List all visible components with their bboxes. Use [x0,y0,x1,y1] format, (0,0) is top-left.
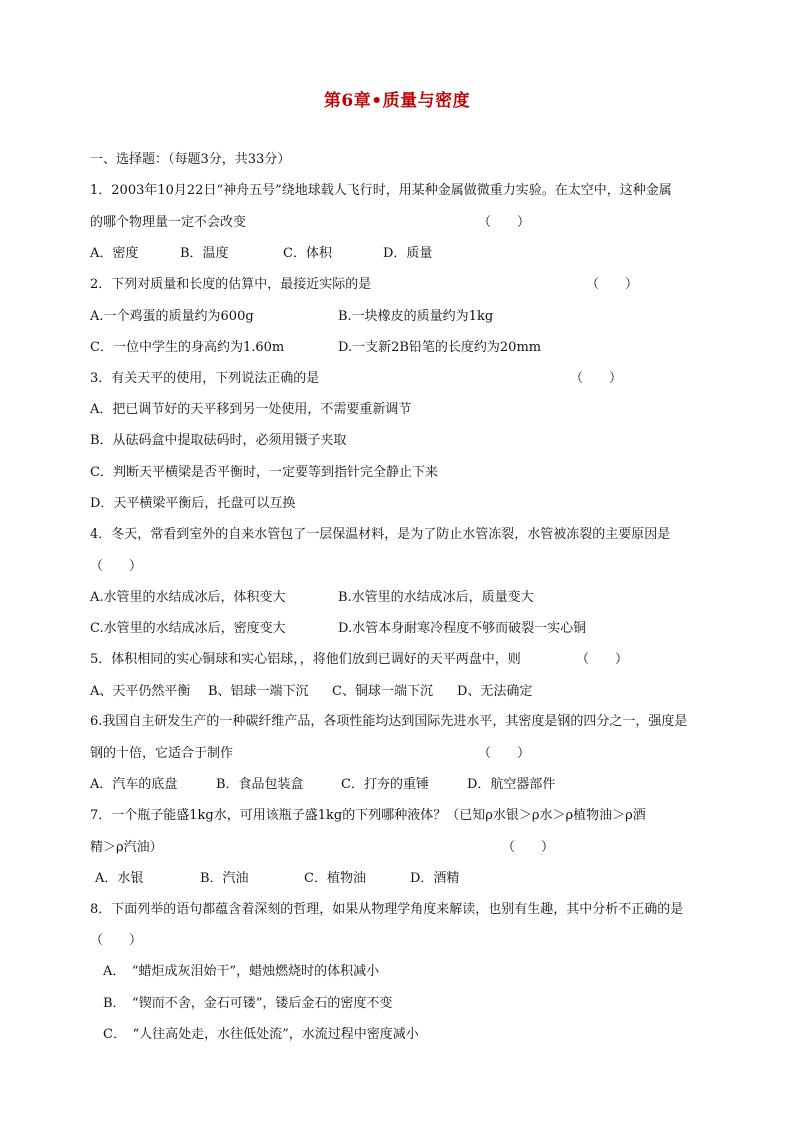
question-6-option-a: A．汽车的底盘 [90,777,178,792]
question-5-option-b: B、铝球一端下沉 [208,684,309,699]
question-1-answer-blank: （ ） [478,215,531,230]
question-7-option-c: C．植物油 [304,871,366,886]
question-4-answer-blank: （ ） [90,559,143,574]
question-3-option-a: A．把已调节好的天平移到另一处使用，不需要重新调节 [90,402,412,417]
question-8-answer-blank: （ ） [90,933,143,948]
question-3-line-1: 3．有关天平的使用，下列说法正确的是 [90,371,320,386]
question-6-answer-blank: （ ） [478,746,531,761]
question-1-option-c: C．体积 [283,246,332,261]
question-5-line-1: 5．体积相同的实心铜球和实心铝球，，将他们放到已调好的天平两盘中，则 [90,652,521,667]
question-5-option-c: C、铜球一端下沉 [332,684,433,699]
question-3-option-c: C．判断天平横梁是否平衡时，一定要等到指针完全静止下来 [90,465,438,480]
question-4-option-b: B.水管里的水结成冰后，质量变大 [338,590,534,605]
question-8-line-1: 8．下面列举的语句都蕴含着深刻的哲理，如果从物理学角度来解读，也别有生趣，其中分析不正确的是 [90,902,684,917]
question-2-option-c: C．一位中学生的身高约为1.60m [90,340,285,355]
question-1-line-2: 的哪个物理量一定不会改变 [90,215,247,230]
question-2-option-d: D.一支新2B铅笔的长度约为20mm [338,340,542,355]
section-heading: 一、选择题：（每题3分，共33分） [90,152,291,167]
question-5-option-a: A、天平仍然平衡 [90,684,191,699]
question-1-option-a: A．密度 [90,246,139,261]
question-5-answer-blank: （ ） [576,652,629,667]
question-1-option-b: B．温度 [180,246,229,261]
question-8-option-b: B． “锲而不舍，金石可镂”，镂后金石的密度不变 [103,996,393,1011]
question-4-option-d: D.水管本身耐寒冷程度不够而破裂一实心铜 [338,621,587,636]
question-2-option-b: B.一块橡皮的质量约为1kg [338,309,494,324]
question-1-line-1: 1．2003年10月22日“神舟五号”绕地球载人飞行时，用某种金属做微重力实验。在太空中，这种金属 [90,183,672,198]
question-6-line-1: 6.我国自主研发生产的一种碳纤维产品，各项性能均达到国际先进水平，其密度是钢的四分之一，强度是 [90,714,688,729]
question-7-option-a: A．水银 [95,871,144,886]
question-7-option-d: D．酒精 [410,871,460,886]
question-7-line-1: 7．一个瓶子能盛1kg水，可用该瓶子盛1kg的下列哪种液体？（已知ρ水银＞ρ水＞ρ植物油＞ρ酒 [90,808,646,823]
question-6-option-b: B．食品包装盒 [216,777,304,792]
question-8-option-a: A． “蜡炬成灰泪始干”，蜡烛燃烧时的体积减小 [103,964,380,979]
question-4-line-1: 4．冬天，常看到室外的自来水管包了一层保温材料，是为了防止水管冻裂，水管被冻裂的主要原因是 [90,527,671,542]
question-6-option-d: D．航空器部件 [467,777,556,792]
question-7-option-b: B．汽油 [200,871,249,886]
question-7-line-2: 精＞ρ汽油） [90,840,163,855]
question-4-option-a: A.水管里的水结成冰后，体积变大 [90,590,286,605]
question-2-line-1: 2．下列对质量和长度的估算中，最接近实际的是 [90,277,372,292]
question-2-option-a: A.一个鸡蛋的质量约为600g [90,309,254,324]
question-3-option-d: D．天平横梁平衡后，托盘可以互换 [90,496,296,511]
question-7-answer-blank: （ ） [502,840,555,855]
question-8-option-c: C． “人往高处走，水往低处流”，水流过程中密度减小 [103,1027,419,1042]
question-5-option-d: D、无法确定 [457,684,533,699]
question-2-answer-blank: （ ） [586,277,639,292]
question-4-option-c: C.水管里的水结成冰后，密度变大 [90,621,286,636]
question-1-option-d: D．质量 [383,246,433,261]
question-6-line-2: 钢的十倍，它适合于制作 [90,746,234,761]
question-3-option-b: B．从砝码盒中提取砝码时，必须用镊子夹取 [90,433,347,448]
question-6-option-c: C．打夯的重锤 [341,777,429,792]
page-title: 第6章•质量与密度 [323,91,471,111]
question-3-answer-blank: （ ） [570,371,623,386]
